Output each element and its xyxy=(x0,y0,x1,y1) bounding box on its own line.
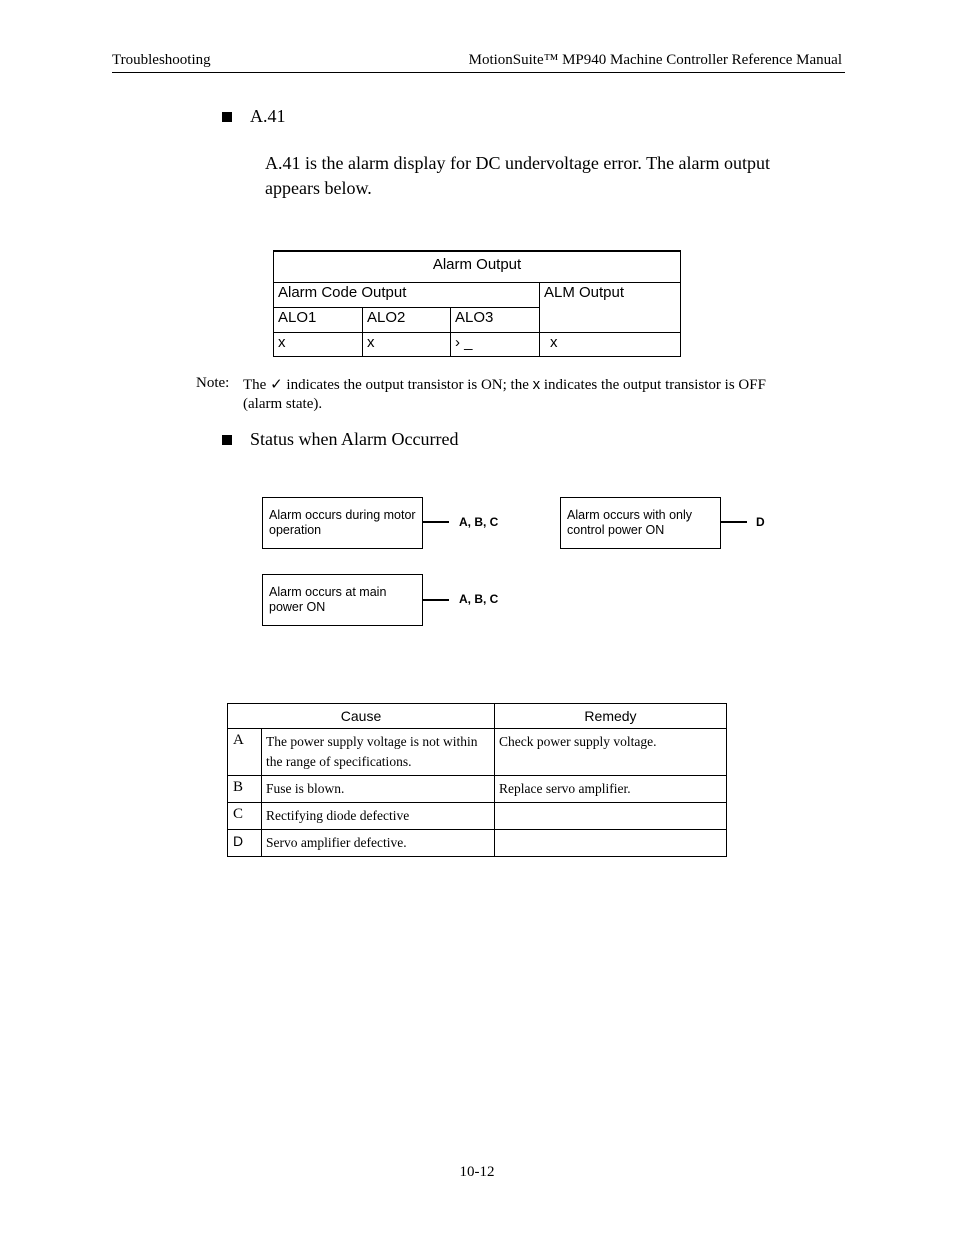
status-box-control-power: Alarm occurs with only control power ON xyxy=(560,497,721,549)
header-manual-title: MotionSuite™ MP940 Machine Controller Reference Manual xyxy=(468,52,842,68)
table-rule xyxy=(539,282,540,357)
table-row xyxy=(228,803,727,830)
cause-text: Servo amplifier defective. xyxy=(262,830,495,857)
alarm-code-output-label: Alarm Code Output xyxy=(278,284,407,301)
note-text-after: indicates the output transistor is OFF (alarm state). xyxy=(243,377,766,412)
value-alo3: › _ xyxy=(455,334,473,351)
table-header-row xyxy=(228,704,727,729)
value-alo1: x xyxy=(278,334,286,351)
square-bullet-icon xyxy=(222,435,232,445)
cause-text: Rectifying diode defective xyxy=(262,803,495,830)
table-rule xyxy=(274,282,680,283)
remedy-header: Remedy xyxy=(495,704,727,729)
header-rule xyxy=(112,72,845,73)
column-header-alo1: ALO1 xyxy=(278,309,317,326)
note-text xyxy=(243,375,803,414)
remedy-text xyxy=(495,803,727,830)
connector-line xyxy=(721,521,747,523)
note-label: Note: xyxy=(196,375,230,391)
remedy-text: Replace servo amplifier. xyxy=(495,776,727,803)
remedy-text: Check power supply voltage. xyxy=(495,729,727,776)
cause-text: Fuse is blown. xyxy=(262,776,495,803)
section-heading-status: Status when Alarm Occurred xyxy=(250,429,459,449)
status-box-motor-operation: Alarm occurs during motor operation xyxy=(262,497,423,549)
status-result-motor-operation: A, B, C xyxy=(459,515,499,529)
remedy-text xyxy=(495,830,727,857)
alarm-output-title: Alarm Output xyxy=(432,256,522,273)
cause-remedy-table xyxy=(227,703,727,857)
alarm-output-table xyxy=(273,250,681,357)
note-text-before: The xyxy=(243,377,267,393)
table-rule xyxy=(274,332,680,333)
cause-letter: C xyxy=(228,803,262,830)
square-bullet-icon xyxy=(222,112,232,122)
status-result-main-power: A, B, C xyxy=(459,592,499,606)
alm-output-label: ALM Output xyxy=(544,284,625,301)
note-text-middle: indicates the output transistor is ON; the xyxy=(286,377,529,393)
table-rule xyxy=(274,307,539,308)
status-box-main-power: Alarm occurs at main power ON xyxy=(262,574,423,626)
header-section-title: Troubleshooting xyxy=(112,52,211,68)
table-row xyxy=(228,830,727,857)
cause-text: The power supply voltage is not within the range of specifications. xyxy=(262,729,495,776)
value-alm-output: x xyxy=(550,334,558,351)
table-row xyxy=(228,729,727,776)
x-symbol: x xyxy=(532,376,541,393)
status-result-control-power: D xyxy=(756,515,765,529)
column-header-alo3: ALO3 xyxy=(455,309,494,326)
cause-letter: A xyxy=(228,729,262,776)
section-heading-a41: A.41 xyxy=(250,106,286,126)
section-paragraph: A.41 is the alarm display for DC undervoltage error. The alarm output appears below. xyxy=(265,153,771,198)
page-number: 10-12 xyxy=(459,1164,495,1180)
check-mark-icon: ✓ xyxy=(270,376,283,393)
cause-header: Cause xyxy=(228,704,495,729)
connector-line xyxy=(423,599,449,601)
cause-letter: B xyxy=(228,776,262,803)
value-alo2: x xyxy=(367,334,375,351)
table-row xyxy=(228,776,727,803)
column-header-alo2: ALO2 xyxy=(367,309,406,326)
cause-letter: D xyxy=(228,830,262,857)
connector-line xyxy=(423,521,449,523)
